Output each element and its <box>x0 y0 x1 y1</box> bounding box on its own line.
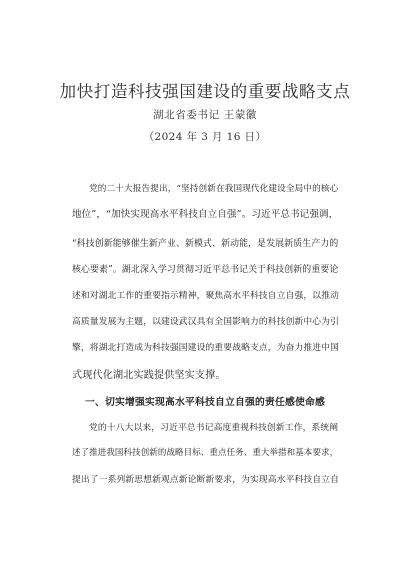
paragraph-line: 述了推进我国科技创新的战略目标、重点任务、重大举措和基本要求， <box>72 447 339 457</box>
paragraph-line: 核心要素”。湖北深入学习贯彻习近平总书记关于科技创新的重要论 <box>72 265 339 275</box>
paragraph-line: 高质量发展为主题，以建设武汉具有全国影响力的科技创新中心为引 <box>72 317 339 327</box>
paragraph-line: 擎，将湖北打造成为科技强国建设的重要战略支点，为奋力推进中国 <box>72 343 339 353</box>
paragraph-line: “科技创新能够催生新产业、新模式、新动能，是发展新质生产力的 <box>72 239 339 249</box>
paragraph-line: 地位”，“加快实现高水平科技自立自强”。习近平总书记强调， <box>72 209 339 220</box>
paragraph-line: 党的十八大以来，习近平总书记高度重视科技创新工作，系统阐 <box>89 423 339 433</box>
paragraph-line: 提出了一系列新思想新观点新论断新要求，为实现高水平科技自立自 <box>72 475 339 485</box>
document-date: （2024 年 3 月 16 日） <box>143 131 267 143</box>
paragraph-line: 式现代化湖北实践提供坚实支撑。 <box>72 370 226 381</box>
document-title: 加快打造科技强国建设的重要战略支点 <box>59 82 351 101</box>
paragraph-line: 述和对湖北工作的重要指示精神，聚焦高水平科技自立自强，以推动 <box>72 291 339 301</box>
document-author: 湖北省委书记 王蒙徽 <box>153 109 257 121</box>
paragraph-line: 党的二十大报告提出，“坚持创新在我国现代化建设全局中的核心 <box>89 184 339 194</box>
section-heading: 一、切实增强实现高水平科技自立自强的责任感使命感 <box>85 397 325 408</box>
